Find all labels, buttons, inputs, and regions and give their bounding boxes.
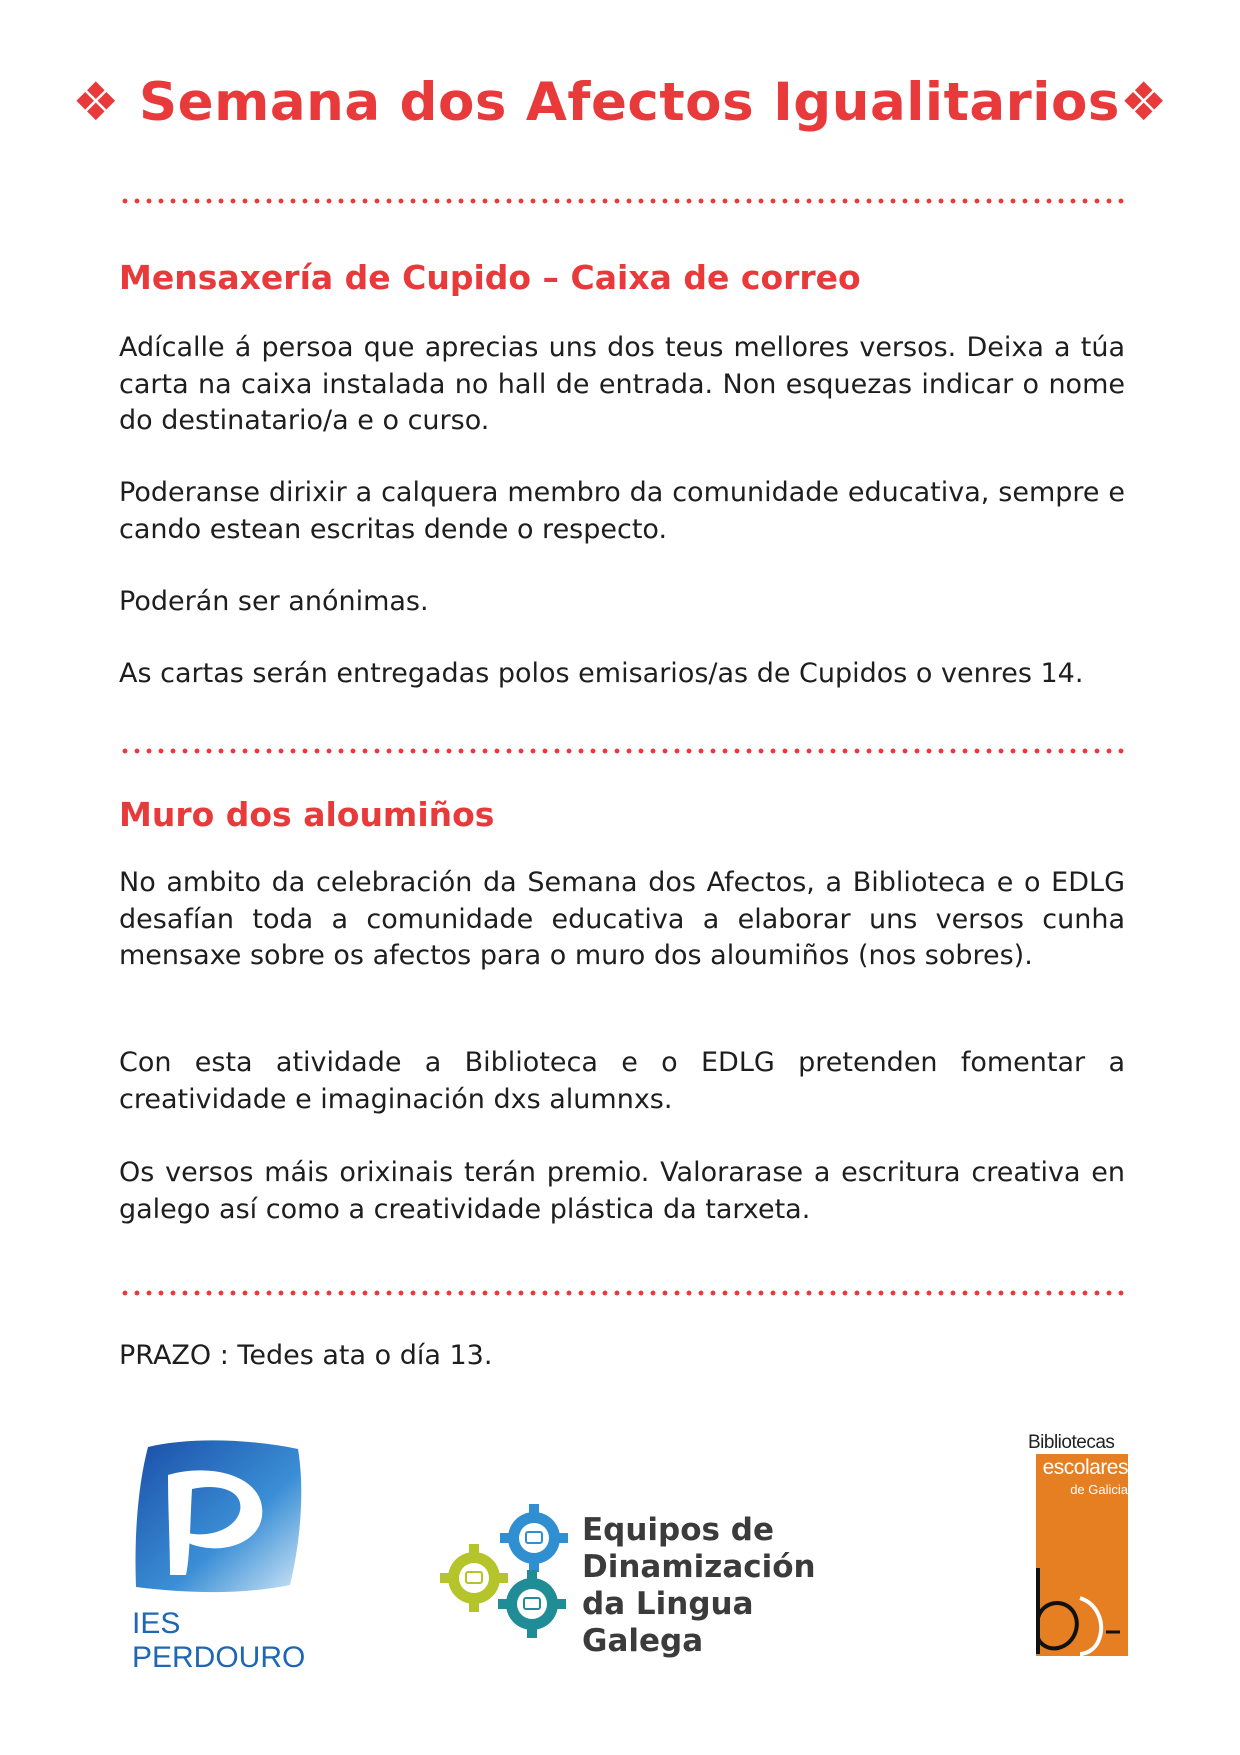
biblio-logo-title: Bibliotecas xyxy=(1028,1432,1115,1453)
paragraph: Os versos máis orixinais terán premio. Valorarase a escritura creativa en galego así como a creatividade plástica da tarxeta. xyxy=(119,1157,1125,1225)
section-heading: Muro dos aloumiños xyxy=(119,795,495,834)
paragraph: As cartas serán entregadas polos emisarios/as de Cupidos o venres 14. xyxy=(119,658,1084,689)
dotted-divider xyxy=(119,748,1129,754)
bibliotecas-escolares-logo xyxy=(1028,1420,1128,1660)
biblio-logo-region: de Galicia xyxy=(1070,1482,1128,1497)
edlg-line: da Lingua Galega xyxy=(582,1586,754,1659)
gears-icon xyxy=(440,1500,580,1640)
paragraph: Poderán ser anónimas. xyxy=(119,586,429,617)
dotted-divider xyxy=(119,198,1129,204)
biblio-logo-subtitle: escolares xyxy=(1042,1456,1128,1479)
section-heading: Mensaxería de Cupido – Caixa de correo xyxy=(119,258,861,297)
paragraph: Adícalle á persoa que aprecias uns dos teus mellores versos. Deixa a túa carta na caixa instalada no hall de entrada. Non esquezas indicar o nome do destinatario/a e o curso. xyxy=(119,332,1125,436)
paragraph: Con esta atividade a Biblioteca e o EDLG pretenden fomentar a creatividade e imaginación dxs alumnxs. xyxy=(119,1047,1125,1115)
dotted-divider xyxy=(119,1290,1129,1296)
bega-mark-icon xyxy=(1028,1558,1128,1658)
ies-perdouro-logo xyxy=(130,1435,310,1674)
paragraph: Poderanse dirixir a calquera membro da comunidade educativa, sempre e cando estean escritas dende o respecto. xyxy=(119,477,1125,545)
page-title: ❖ Semana dos Afectos Igualitarios❖ xyxy=(72,72,1168,133)
edlg-line: Dinamización xyxy=(582,1549,816,1585)
edlg-logo xyxy=(440,1500,880,1659)
edlg-line: Equipos de xyxy=(582,1512,775,1548)
edlg-logo-text xyxy=(582,1512,880,1660)
ies-logo-text: IES PERDOURO xyxy=(132,1607,306,1674)
paragraph: No ambito da celebración da Semana dos Afectos, a Biblioteca e o EDLG desafían toda a comunidade educativa a elaborar uns versos cunha mensaxe sobre os afectos para o muro dos aloumiños (nos sobres). xyxy=(119,867,1125,971)
deadline-text: PRAZO : Tedes ata o día 13. xyxy=(119,1340,493,1371)
